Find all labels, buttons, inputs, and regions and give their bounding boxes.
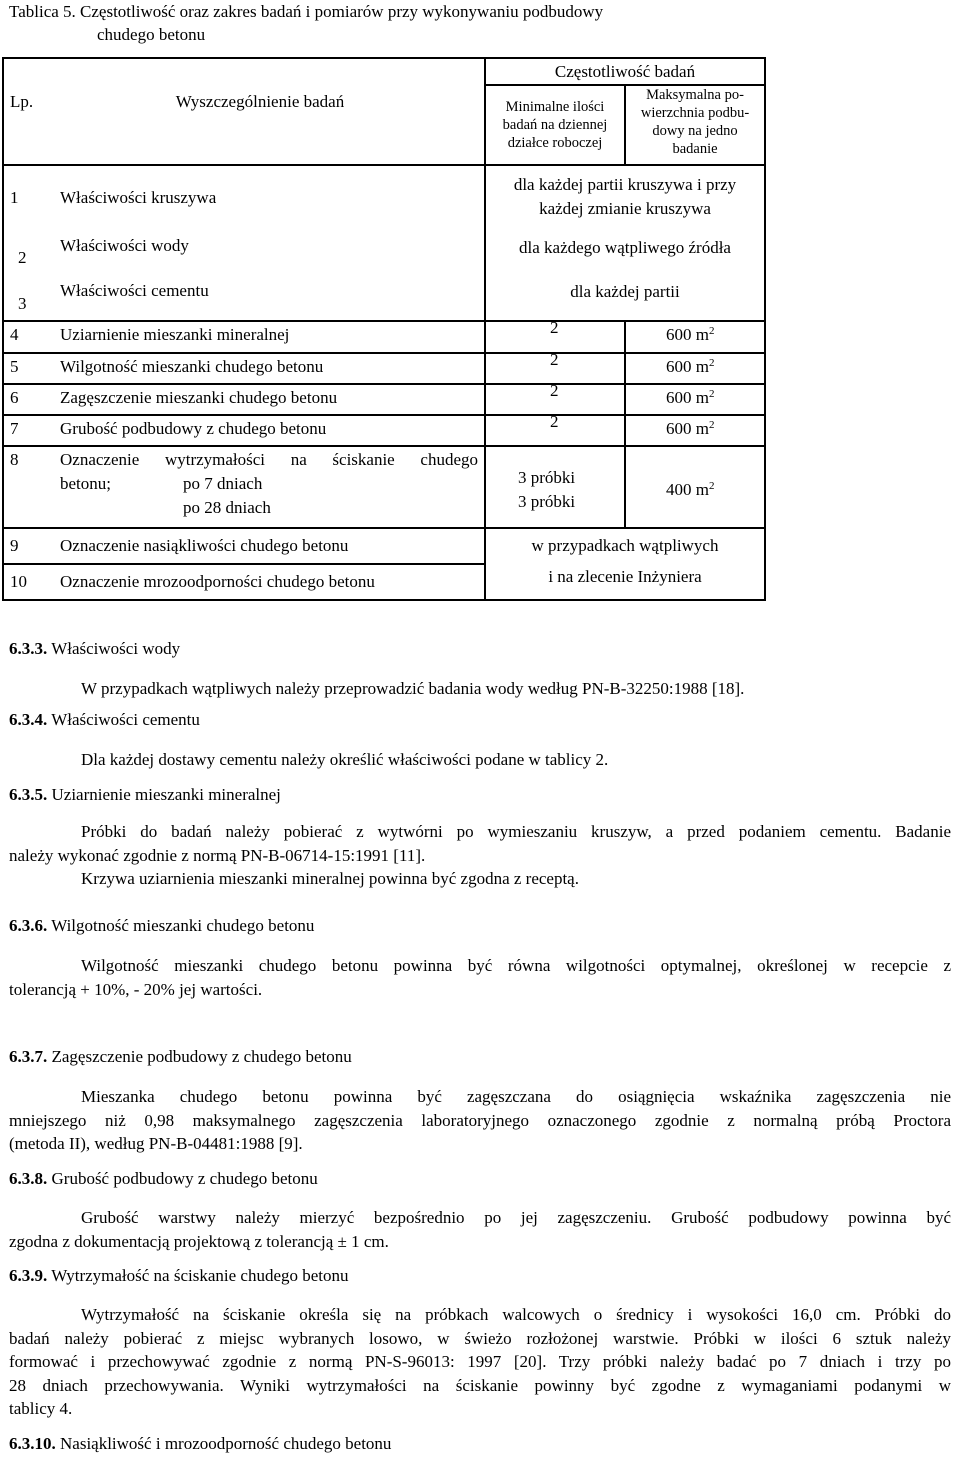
section-6-3-9-body: Wytrzymałość na ściskanie określa się na próbkach walcowych o średnicy i wysokości 16,0 cm. Próbki do badań należy pobierać z miejsc wybranych losowo, w świeżo rozłożonej warstwie. Próbki w ilości 6 sztuk należy formować i przechowywać zgodnie z normą PN-S-96013: 1997 [20]. Trzy próbki należy badać po 7 dniach i trzy po 28 dniach przechowywania. Wyniki wytrzymałości na ściskanie powinny być zgodne z wymaganiami podanymi w tablicy 4.: [9, 1305, 951, 1418]
row-9-frequency: w przypadkach wątpliwych: [531, 536, 719, 555]
section-6-3-7-heading: 6.3.7. Zagęszczenie podbudowy z chudego betonu: [9, 1047, 352, 1066]
row-8-number: 8: [10, 450, 19, 469]
row-7-min: 2: [550, 412, 559, 431]
row-8-max: 400 $m^2$: [666, 480, 715, 499]
row-7-name: Grubość podbudowy z chudego betonu: [60, 419, 327, 438]
section-6-3-7-body: Mieszanka chudego betonu powinna być zagęszczana do osiągnięcia wskaźnika zagęszczenia nie mniejszego niż 0,98 maksymalnego zagęszczenia laboratoryjnego oznaczonego zgodnie z normalną próbą Proctora (metoda II), według PN-B-04481:1988 [9].: [9, 1087, 951, 1153]
row-8-min: 3 próbki 3 próbki: [518, 468, 576, 511]
row-8-name-line2a: betonu;: [60, 474, 111, 493]
row-2-name: Właściwości wody: [60, 236, 189, 255]
section-6-3-8-heading: 6.3.8. Grubość podbudowy z chudego betonu: [9, 1169, 318, 1188]
row-4-max: 600 $m^2$: [666, 325, 715, 344]
section-6-3-4-body: Dla każdej dostawy cementu należy określić właściwości podane w tablicy 2.: [81, 750, 609, 769]
row-3-name: Właściwości cementu: [60, 281, 209, 300]
header-max-area: Maksymalna po- wierzchnia podbu- dowy na jedno badanie: [640, 87, 750, 157]
header-lp: Lp.: [10, 92, 34, 111]
row-4-name: Uziarnienie mieszanki mineralnej: [60, 325, 290, 344]
row-4-number: 4: [10, 325, 19, 344]
row-6-name: Zagęszczenie mieszanki chudego betonu: [60, 388, 338, 407]
section-6-3-5-body: Próbki do badań należy pobierać z wytwórni po wymieszaniu kruszyw, a przed podaniem cementu. Badanie należy wykonać zgodnie z normą PN-B-06714-15:1991 [11]. Krzywa uziarnienia mieszanki mineralnej powinna być zgodna z receptą.: [9, 822, 951, 888]
row-10-name: Oznaczenie mrozoodporności chudego betonu: [60, 572, 375, 591]
row-1-name: Właściwości kruszywa: [60, 188, 217, 207]
header-min-count: Minimalne ilości badań na dziennej działce roboczej: [502, 99, 608, 151]
row-8-name-line1: Oznaczenie wytrzymałości na ściskanie chudego: [60, 450, 478, 469]
row-2-number: 2: [18, 248, 27, 267]
section-6-3-8-body: Grubość warstwy należy mierzyć bezpośrednio po jej zagęszczeniu. Grubość podbudowy powinna być zgodna z dokumentacją projektową z tolerancją ± 1 cm.: [9, 1208, 951, 1251]
table-caption-line1: Tablica 5. Częstotliwość oraz zakres badań i pomiarów przy wykonywaniu podbudowy: [9, 2, 604, 21]
row-7-number: 7: [10, 419, 19, 438]
row-10-frequency: i na zlecenie Inżyniera: [548, 567, 702, 586]
table-caption-line2: chudego betonu: [97, 25, 206, 44]
row-3-number: 3: [18, 294, 27, 313]
section-6-3-5-heading: 6.3.5. Uziarnienie mieszanki mineralnej: [9, 785, 281, 804]
row-9-name: Oznaczenie nasiąkliwości chudego betonu: [60, 536, 349, 555]
row-6-max: 600 $m^2$: [666, 388, 715, 407]
row-8-name-line2b: po 7 dniach: [183, 474, 263, 493]
row-6-min: 2: [550, 381, 559, 400]
row-5-max: 600 $m^2$: [666, 357, 715, 376]
row-5-number: 5: [10, 357, 19, 376]
header-specification: Wyszczególnienie badań: [175, 92, 345, 111]
row-3-frequency: dla każdej partii: [570, 282, 680, 301]
row-1-frequency: dla każdej partii kruszywa i przy każdej zmianie kruszywa: [513, 175, 737, 218]
section-6-3-3-heading: 6.3.3. Właściwości wody: [9, 639, 181, 658]
section-6-3-10-heading: 6.3.10. Nasiąkliwość i mrozoodporność chudego betonu: [9, 1434, 392, 1453]
row-8-name-line3: po 28 dniach: [183, 498, 271, 517]
section-6-3-4-heading: 6.3.4. Właściwości cementu: [9, 710, 200, 729]
row-7-max: 600 $m^2$: [666, 419, 715, 438]
row-4-min: 2: [550, 318, 559, 337]
row-1-number: 1: [10, 188, 19, 207]
row-5-name: Wilgotność mieszanki chudego betonu: [60, 357, 324, 376]
section-6-3-6-heading: 6.3.6. Wilgotność mieszanki chudego betonu: [9, 916, 315, 935]
row-2-frequency: dla każdego wątpliwego źródła: [519, 238, 731, 257]
section-6-3-3-body: W przypadkach wątpliwych należy przeprowadzić badania wody według PN-B-32250:1988 [18].: [81, 679, 745, 698]
header-frequency: Częstotliwość badań: [554, 62, 696, 81]
row-6-number: 6: [10, 388, 19, 407]
row-5-min: 2: [550, 350, 559, 369]
row-9-number: 9: [10, 536, 19, 555]
section-6-3-9-heading: 6.3.9. Wytrzymałość na ściskanie chudego betonu: [9, 1266, 349, 1285]
row-10-number: 10: [10, 572, 27, 591]
section-6-3-6-body: Wilgotność mieszanki chudego betonu powinna być równa wilgotności optymalnej, określonej w recepcie z tolerancją + 10%, - 20% jej wartości.: [9, 956, 951, 999]
